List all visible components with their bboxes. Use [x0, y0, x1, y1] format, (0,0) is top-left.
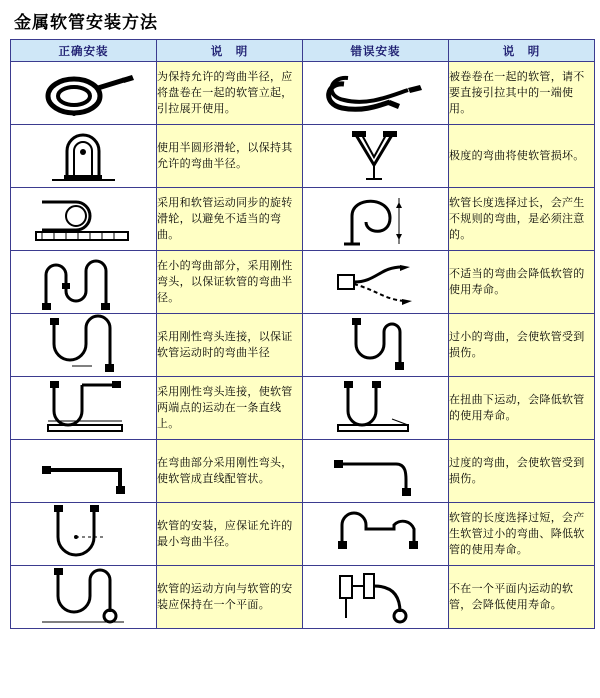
desc-correct: 采用刚性弯头连接，以保证软管运动时的弯曲半径 — [157, 314, 303, 377]
desc-correct: 软管的运动方向与软管的安装应保持在一个平面。 — [157, 566, 303, 629]
table-row — [11, 440, 595, 503]
table-row — [11, 125, 595, 188]
desc-wrong: 在扭曲下运动，会降低软管的使用寿命。 — [449, 377, 595, 440]
table-row — [11, 251, 595, 314]
desc-wrong: 不适当的弯曲会降低软管的使用寿命。 — [449, 251, 595, 314]
desc-wrong: 不在一个平面内运动的软管，会降低使用寿命。 — [449, 566, 595, 629]
table-row — [11, 377, 595, 440]
figure-hose-with-synchronized-rotating-pulley — [11, 188, 157, 251]
figure-torsion-motion-reduces-life — [303, 377, 449, 440]
figure-hose-minimum-allowable-bend-radius — [11, 503, 157, 566]
figure-hose-moving-out-of-plane — [303, 566, 449, 629]
header-correct-install: 正确安装 — [11, 40, 157, 62]
desc-correct: 在小的弯曲部分，采用刚性弯头，以保证软管的弯曲半径。 — [157, 251, 303, 314]
desc-wrong: 极度的弯曲将使软管损坏。 — [449, 125, 595, 188]
desc-correct: 使用半圆形滑轮，以保持其允许的弯曲半径。 — [157, 125, 303, 188]
table-header-row — [11, 40, 595, 62]
page-title: 金属软管安装方法 — [14, 13, 158, 33]
desc-wrong: 软管长度选择过长，会产生不规则的弯曲，是必须注意的。 — [449, 188, 595, 251]
header-correct-desc: 说 明 — [157, 40, 303, 62]
desc-wrong: 过度的弯曲，会使软管受到损伤。 — [449, 440, 595, 503]
header-wrong-desc: 说 明 — [449, 40, 595, 62]
figure-improper-bend-reduces-life — [303, 251, 449, 314]
desc-correct: 采用和软管运动同步的旋转滑轮，以避免不适当的弯曲。 — [157, 188, 303, 251]
table-body — [11, 62, 595, 629]
figure-rigid-elbow-connection-u-shape — [11, 314, 157, 377]
installation-methods-table — [10, 39, 595, 629]
figure-hose-too-long-small-bend — [303, 503, 449, 566]
figure-rigid-elbow-both-ends-straight-line — [11, 377, 157, 440]
table-row — [11, 188, 595, 251]
desc-wrong: 软管的长度选择过短，会产生软管过小的弯曲、降低软管的使用寿命。 — [449, 503, 595, 566]
desc-wrong: 被卷卷在一起的软管，请不要直接引拉其中的一端使用。 — [449, 62, 595, 125]
figure-hose-too-long-irregular-bend — [303, 188, 449, 251]
header-wrong-install: 错误安装 — [303, 40, 449, 62]
desc-wrong: 过小的弯曲，会使软管受到损伤。 — [449, 314, 595, 377]
table-header — [11, 40, 595, 62]
figure-too-small-bend-radius-damage — [303, 314, 449, 377]
figure-hose-motion-same-plane-as-install — [11, 566, 157, 629]
table-row — [11, 314, 595, 377]
figure-rigid-elbow-at-small-bend — [11, 251, 157, 314]
figure-coiled-hose-pulled-from-middle — [303, 62, 449, 125]
figure-rigid-elbow-straight-piping — [11, 440, 157, 503]
table-row — [11, 62, 595, 125]
figure-coiled-hose-standing-upright — [11, 62, 157, 125]
table-row — [11, 566, 595, 629]
table-row — [11, 503, 595, 566]
desc-correct: 在弯曲部分采用刚性弯头，使软管成直线配管状。 — [157, 440, 303, 503]
desc-correct: 为保持允许的弯曲半径，应将盘卷在一起的软管立起，引拉展开使用。 — [157, 62, 303, 125]
desc-correct: 软管的安装，应保证允许的最小弯曲半径。 — [157, 503, 303, 566]
desc-correct: 采用刚性弯头连接，使软管两端点的运动在一条直线上。 — [157, 377, 303, 440]
figure-excessive-bend-damage — [303, 440, 449, 503]
figure-hose-over-semicircular-sheave — [11, 125, 157, 188]
figure-hose-bent-sharply-at-point — [303, 125, 449, 188]
